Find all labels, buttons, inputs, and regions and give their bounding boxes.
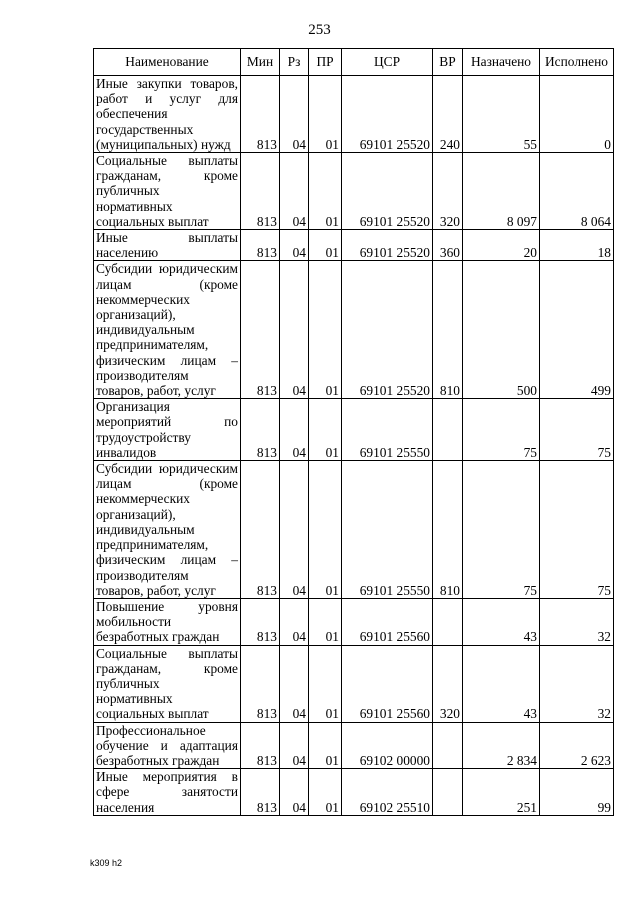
row-csr: 69101 25520 — [342, 153, 433, 230]
row-vr: 320 — [433, 645, 463, 722]
table-row — [94, 722, 614, 769]
row-rz: 04 — [280, 769, 309, 816]
row-csr: 69101 25520 — [342, 230, 433, 261]
row-rz: 04 — [280, 399, 309, 461]
row-rz: 04 — [280, 261, 309, 399]
row-name: Организация мероприятий по трудоустройству инвалидов — [94, 399, 241, 461]
row-name: Повышение уровня мобильности безработных граждан — [94, 598, 241, 645]
row-pr: 01 — [309, 261, 342, 399]
header-executed: Исполнено — [540, 49, 614, 76]
header-name: Наименование — [94, 49, 241, 76]
row-name: Иные закупки товаров, работ и услуг для обеспечения государственных (муниципальных) нужд — [94, 76, 241, 153]
row-csr: 69101 25520 — [342, 76, 433, 153]
row-executed: 2 623 — [540, 722, 614, 769]
row-pr: 01 — [309, 153, 342, 230]
row-executed: 32 — [540, 645, 614, 722]
row-assigned: 43 — [463, 645, 540, 722]
header-pr: ПР — [309, 49, 342, 76]
row-name: Иные мероприятия в сфере занятости населения — [94, 769, 241, 816]
row-pr: 01 — [309, 399, 342, 461]
row-pr: 01 — [309, 230, 342, 261]
row-assigned: 75 — [463, 399, 540, 461]
budget-table — [93, 48, 614, 816]
row-vr — [433, 598, 463, 645]
row-pr: 01 — [309, 598, 342, 645]
row-vr: 360 — [433, 230, 463, 261]
row-min: 813 — [241, 230, 280, 261]
table-row — [94, 769, 614, 816]
table-row — [94, 461, 614, 599]
row-rz: 04 — [280, 153, 309, 230]
row-rz: 04 — [280, 461, 309, 599]
row-name: Субсидии юридическим лицам (кроме некоммерческих организаций), индивидуальным предпринимателям, физическим лицам – производителям товаров, работ, услуг — [94, 261, 241, 399]
row-name: Социальные выплаты гражданам, кроме публичных нормативных социальных выплат — [94, 645, 241, 722]
row-rz: 04 — [280, 76, 309, 153]
row-executed: 75 — [540, 461, 614, 599]
row-executed: 18 — [540, 230, 614, 261]
row-csr: 69102 25510 — [342, 769, 433, 816]
row-pr: 01 — [309, 769, 342, 816]
row-assigned: 43 — [463, 598, 540, 645]
row-csr: 69101 25520 — [342, 261, 433, 399]
row-csr: 69101 25560 — [342, 598, 433, 645]
row-assigned: 251 — [463, 769, 540, 816]
row-assigned: 8 097 — [463, 153, 540, 230]
row-assigned: 55 — [463, 76, 540, 153]
row-min: 813 — [241, 461, 280, 599]
row-rz: 04 — [280, 722, 309, 769]
row-assigned: 75 — [463, 461, 540, 599]
row-csr: 69102 00000 — [342, 722, 433, 769]
table-row — [94, 598, 614, 645]
row-pr: 01 — [309, 461, 342, 599]
row-vr: 320 — [433, 153, 463, 230]
row-assigned: 20 — [463, 230, 540, 261]
row-csr: 69101 25550 — [342, 461, 433, 599]
row-executed: 32 — [540, 598, 614, 645]
row-pr: 01 — [309, 645, 342, 722]
row-name: Социальные выплаты гражданам, кроме публичных нормативных социальных выплат — [94, 153, 241, 230]
row-min: 813 — [241, 598, 280, 645]
row-min: 813 — [241, 769, 280, 816]
row-min: 813 — [241, 153, 280, 230]
table-header-row — [94, 49, 614, 76]
row-pr: 01 — [309, 76, 342, 153]
row-min: 813 — [241, 261, 280, 399]
row-vr — [433, 399, 463, 461]
row-min: 813 — [241, 399, 280, 461]
row-rz: 04 — [280, 230, 309, 261]
row-name: Профессиональное обучение и адаптация безработных граждан — [94, 722, 241, 769]
row-assigned: 2 834 — [463, 722, 540, 769]
footer-code: k309 h2 — [90, 858, 123, 868]
row-min: 813 — [241, 76, 280, 153]
table-row — [94, 230, 614, 261]
header-assigned: Назначено — [463, 49, 540, 76]
row-executed: 99 — [540, 769, 614, 816]
row-executed: 0 — [540, 76, 614, 153]
row-min: 813 — [241, 722, 280, 769]
row-rz: 04 — [280, 598, 309, 645]
row-vr: 810 — [433, 461, 463, 599]
row-name: Иные выплаты населению — [94, 230, 241, 261]
row-csr: 69101 25550 — [342, 399, 433, 461]
row-vr: 810 — [433, 261, 463, 399]
row-executed: 8 064 — [540, 153, 614, 230]
table-row — [94, 645, 614, 722]
row-vr — [433, 769, 463, 816]
header-vr: ВР — [433, 49, 463, 76]
header-rz: Рз — [280, 49, 309, 76]
table-row — [94, 153, 614, 230]
row-rz: 04 — [280, 645, 309, 722]
table-row — [94, 261, 614, 399]
header-min: Мин — [241, 49, 280, 76]
row-executed: 499 — [540, 261, 614, 399]
row-name: Субсидии юридическим лицам (кроме некоммерческих организаций), индивидуальным предпринимателям, физическим лицам – производителям товаров, работ, услуг — [94, 461, 241, 599]
page-number: 253 — [308, 22, 331, 38]
row-vr — [433, 722, 463, 769]
table-row — [94, 399, 614, 461]
row-csr: 69101 25560 — [342, 645, 433, 722]
table-row — [94, 76, 614, 153]
row-min: 813 — [241, 645, 280, 722]
row-assigned: 500 — [463, 261, 540, 399]
row-vr: 240 — [433, 76, 463, 153]
header-csr: ЦСР — [342, 49, 433, 76]
row-executed: 75 — [540, 399, 614, 461]
row-pr: 01 — [309, 722, 342, 769]
